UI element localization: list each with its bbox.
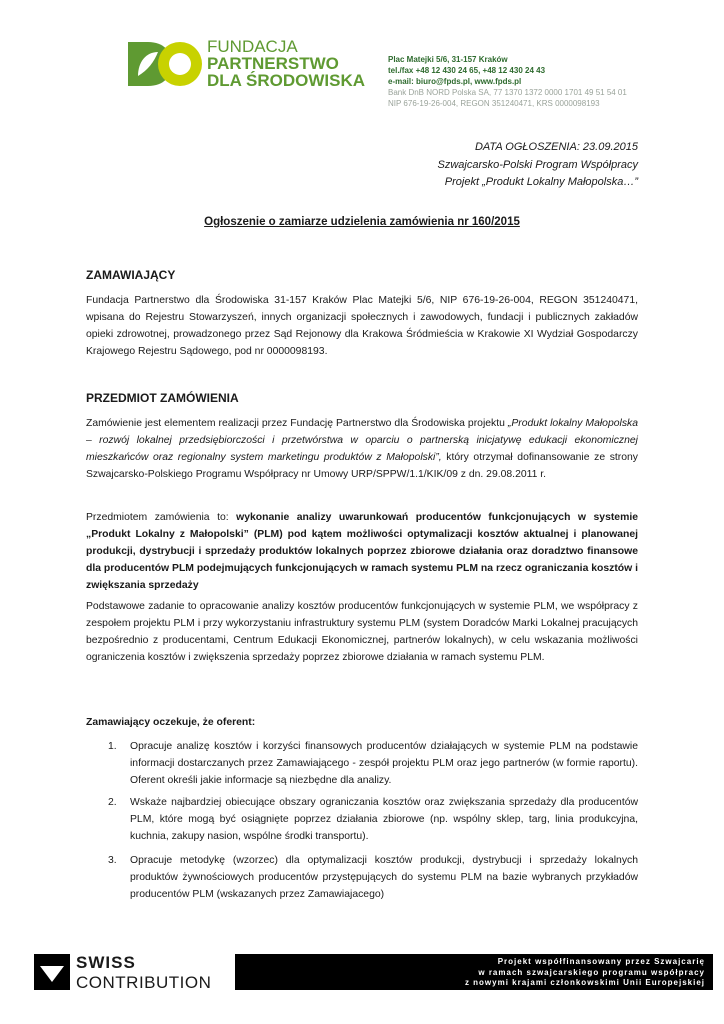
- contact-email: e-mail: biuro@fpds.pl, www.fpds.pl: [388, 77, 522, 86]
- list-item-text: Opracuje metodykę (wzorzec) dla optymalizacji kosztów produkcji, dystrybucji i sprzedaży lokalnych produktów żywnościowych producentów przystępujących do systemu PLM na bazie wybranych przykładów producentów PLM (wskazanych przez Zamawiajacego): [130, 855, 638, 900]
- przedmiot-p1-b: który otrzymał dofinansowanie ze strony Szwajcarsko-Polskiego Programu Współpracy nr Umowy URP/SPPW/1.1/KIK/09 z dn. 29.08.2011 r.: [86, 452, 638, 480]
- cofinancing-banner: [235, 954, 713, 990]
- list-item: [108, 852, 638, 903]
- document-title: Ogłoszenie o zamiarze udzielenia zamówienia nr 160/2015: [204, 216, 520, 228]
- list-item-number: 3.: [108, 855, 117, 866]
- brand-line-1: FUNDACJA: [207, 37, 298, 56]
- banner-line-1: Projekt współfinansowany przez Szwajcarię: [497, 957, 705, 966]
- list-item-text: Wskaże najbardziej obiecujące obszary ograniczania kosztów oraz zwiększania sprzedaży dla producentów PLM, które mogą być osiągnięte poprzez działania zbiorowe (np. wspólny sklep, targ, linia produkcyjna, kuchnia, zakupy nasion, wspólne środki transportu).: [130, 797, 638, 842]
- list-item-text: Opracuje analizę kosztów i korzyści finansowych producentów działających w systemie PLM na podstawie informacji dostarczanych przez Zamawiającego - zespół projektu PLM oraz jego partnerów (w formie raportu). Oferent określi jakie informacje są niezbędne dla analizy.: [130, 741, 638, 786]
- brand-line-3: DLA ŚRODOWISKA: [207, 71, 366, 90]
- program-name: Szwajcarsko-Polski Program Współpracy: [437, 158, 638, 171]
- contribution-label: CONTRIBUTION: [76, 973, 212, 992]
- list-item: [108, 794, 638, 845]
- contact-phone: tel./fax +48 12 430 24 65, +48 12 430 24 43: [388, 66, 546, 75]
- przedmiot-paragraph-2: [86, 509, 638, 594]
- contact-address: Plac Matejki 5/6, 31-157 Kraków: [388, 55, 508, 64]
- brand-name: [207, 38, 365, 89]
- list-item: [108, 738, 638, 789]
- banner-line-2: w ramach szwajcarskiego programu współpracy: [478, 967, 705, 977]
- foundation-logo-icon: [124, 36, 204, 92]
- przedmiot-p1-a: Zamówienie jest elementem realizacji przez Fundację Partnerstwo dla Środowiska projektu: [86, 418, 508, 429]
- przedmiot-paragraph-3: Podstawowe zadanie to opracowanie analizy kosztów producentów funkcjonujących w systemie PLM, we współpracy z zespołem projektu PLM i przy wykorzystaniu infrastruktury systemu PLM (system Doradców Marki Lokalnej pracujących bezpośrednio z producentami, Centrum Edukacji Ekonomicznej, partnerów lokalnych), w celu wskazania możliwości ograniczenia kosztów i zwiększenia sprzedaży poprzez zbiorowe działania w ramach systemu PLM.: [86, 601, 638, 663]
- list-item-number: 2.: [108, 797, 117, 808]
- section-heading-przedmiot: PRZEDMIOT ZAMÓWIENIA: [86, 391, 239, 405]
- przedmiot-paragraph-1: [86, 415, 638, 483]
- section-heading-zamawiajacy: ZAMAWIAJĄCY: [86, 268, 176, 282]
- oczekuje-heading: Zamawiający oczekuje, że oferent:: [86, 717, 256, 728]
- swiss-label: SWISS: [76, 953, 136, 972]
- contact-nip: NIP 676-19-26-004, REGON 351240471, KRS 0000098193: [388, 99, 600, 108]
- contact-block: [388, 54, 627, 109]
- project-name: Projekt „Produkt Lokalny Małopolska…”: [444, 176, 638, 188]
- brand-line-2: PARTNERSTWO: [207, 54, 339, 73]
- przedmiot-p2-bold: wykonanie analizy uwarunkowań producentów funkcjonujących w systemie „Produkt Lokalny z Małopolski” (PLM) pod kątem możliwości optymalizacji kosztów aktualnej i planowanej produkcji, dystrybucji i sprzedaży produktów lokalnych poprzez zbiorowe działania oraz doradztwo finansowe dla producentów PLM podejmujących funkcjonujących w ramach systemu PLM na rzecz ograniczania kosztów i zwiększania sprzedaży: [86, 512, 638, 591]
- announcement-meta: [438, 139, 639, 192]
- list-item-number: 1.: [108, 741, 117, 752]
- swiss-cross-icon: [34, 954, 70, 990]
- zamawiajacy-text: Fundacja Partnerstwo dla Środowiska 31-157 Kraków Plac Matejki 5/6, NIP 676-19-26-004, REGON 351240471, wpisana do Rejestru Stowarzyszeń, innych organizacji społecznych i zawodowych, fundacji i publicznych zakładów opieki zdrowotnej, prowadzonego przez Sąd Rejonowy dla Krakowa Śródmieścia w Krakowie XI Wydział Gospodarczy Krajowego Rejestru Sądowego, pod nr 0000098193.: [86, 295, 638, 357]
- contact-bank: Bank DnB NORD Polska SA, 77 1370 1372 0000 1701 49 51 54 01: [388, 88, 627, 97]
- przedmiot-p2-a: Przedmiotem zamówienia to:: [86, 512, 237, 523]
- announcement-date: DATA OGŁOSZENIA: 23.09.2015: [474, 141, 638, 153]
- project-full-title: „Produkt lokalny Małopolska – rozwój lokalnej przedsiębiorczości i przetwórstwa w oparciu o partnerską inicjatywę edukacji ekonomicznej mieszkańców oraz regionalny system marketingu produktów z Małopolski”,: [86, 418, 638, 463]
- banner-line-3: z nowymi krajami członkowskimi Unii Europejskiej: [464, 978, 705, 987]
